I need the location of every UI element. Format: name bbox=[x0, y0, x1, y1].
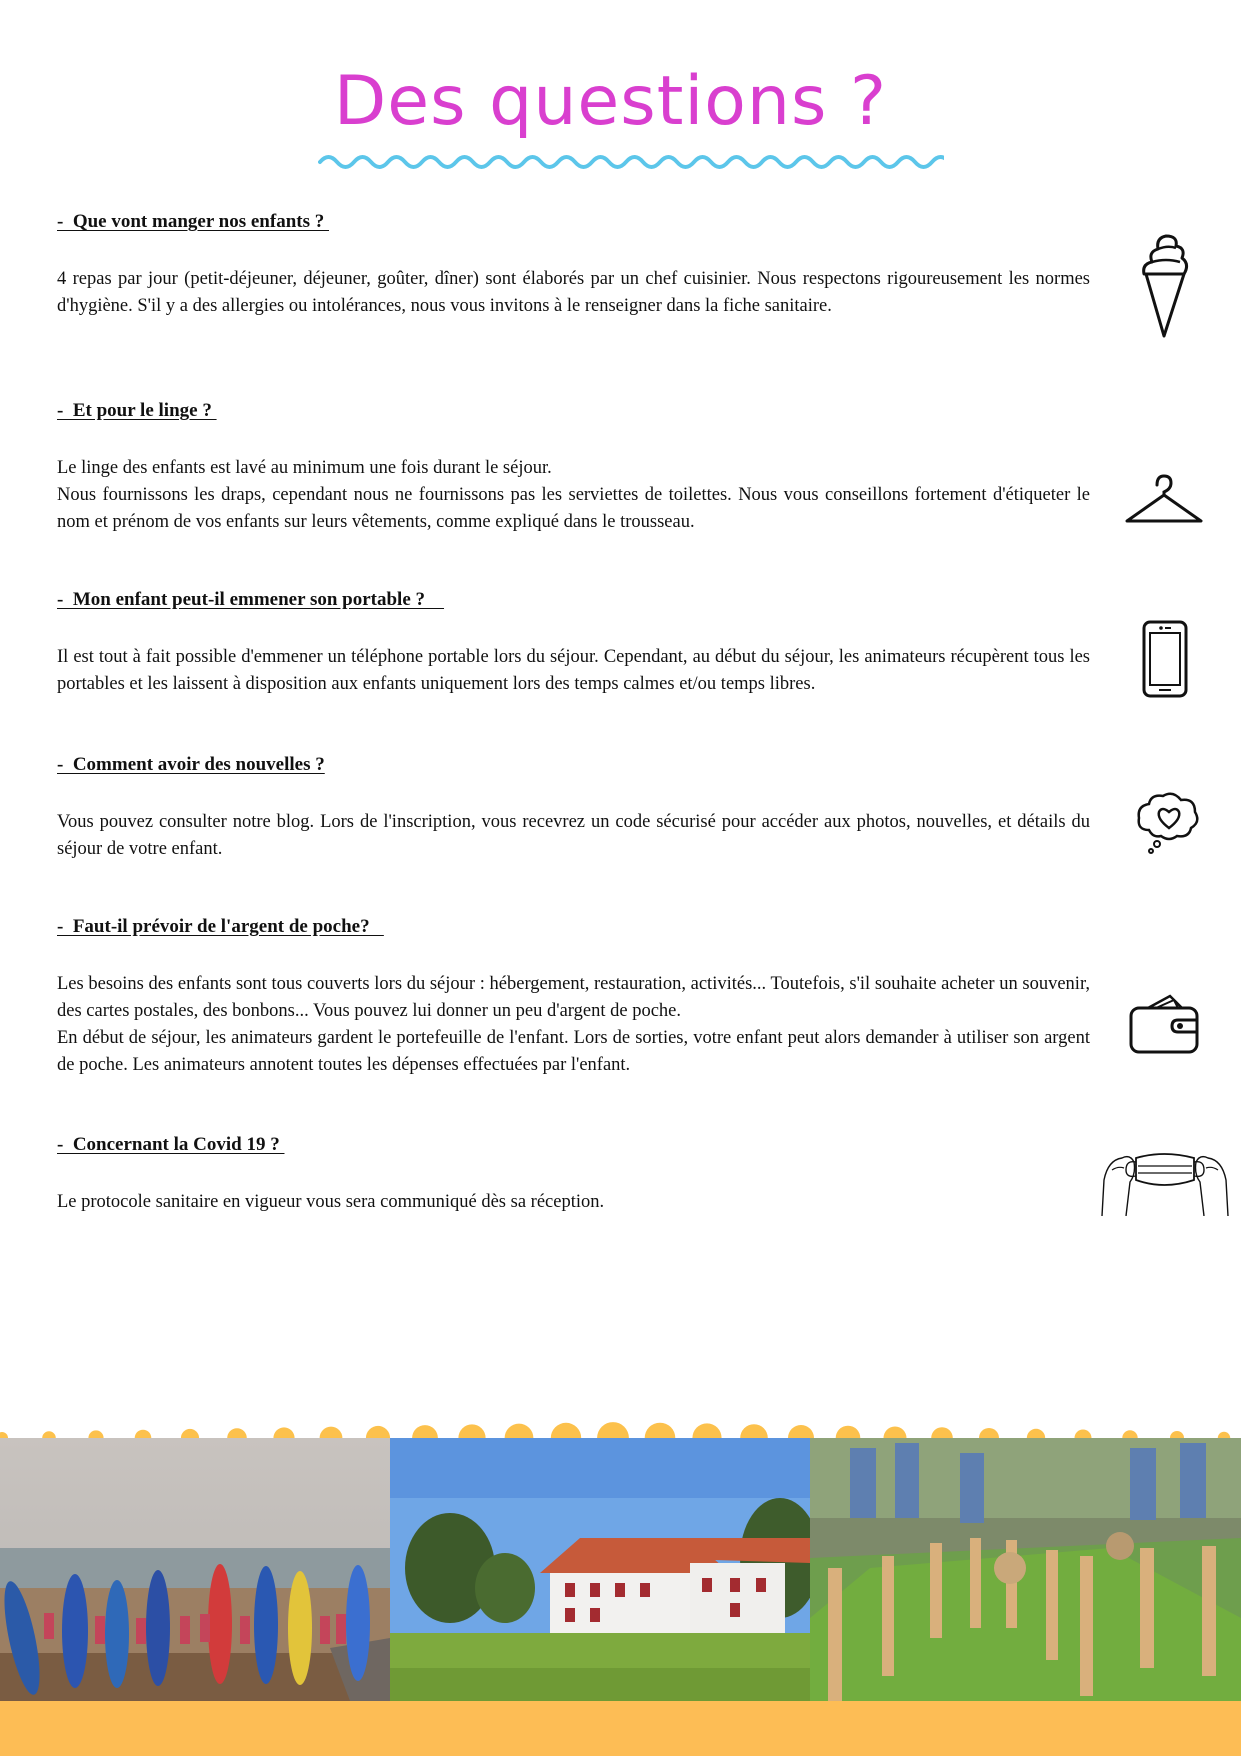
answer-text bbox=[57, 644, 1090, 698]
faq-item-meals bbox=[57, 211, 1090, 320]
answer-paragraph: Nous fournissons les draps, cependant nous ne fournissons pas les serviettes de toilettes. Nous vous conseillons fortement d'étiqueter le nom et prénom de vos enfants sur leurs vêtements, comme expliqué dans le trousseau. bbox=[57, 485, 1090, 532]
faq-item-laundry bbox=[57, 400, 1090, 536]
question-heading: - Mon enfant peut-il emmener son portable ? bbox=[57, 589, 445, 610]
heart-thought-bubble-icon bbox=[1135, 792, 1201, 854]
answer-text bbox=[57, 971, 1090, 1079]
faq-item-covid bbox=[57, 1134, 1090, 1216]
holiday-house-photo bbox=[390, 1438, 810, 1701]
basque-bowling-photo bbox=[810, 1438, 1241, 1701]
question-heading: - Comment avoir des nouvelles ? bbox=[57, 754, 325, 775]
faq-item-pocket-money bbox=[57, 916, 1090, 1079]
answer-paragraph: Le linge des enfants est lavé au minimum une fois durant le séjour. bbox=[57, 458, 552, 478]
faq-item-news bbox=[57, 754, 1090, 863]
smartphone-icon bbox=[1141, 619, 1189, 699]
question-heading: - Et pour le linge ? bbox=[57, 400, 217, 421]
answer-paragraph: En début de séjour, les animateurs gardent le portefeuille de l'enfant. Lors de sorties, votre enfant peut alors demander à utiliser son argent de poche. Les animateurs annotent toutes les dépenses effectuées par l'enfant. bbox=[57, 1028, 1090, 1075]
answer-paragraph: 4 repas par jour (petit-déjeuner, déjeuner, goûter, dîner) sont élaborés par un chef cuisinier. Nous respectons rigoureusement les normes d'hygiène. S'il y a des allergies ou intolérances, nous vous invitons à le renseigner dans la fiche sanitaire. bbox=[57, 269, 1090, 316]
answer-paragraph: Les besoins des enfants sont tous couverts lors du séjour : hébergement, restauration, activités... Toutefois, s'il souhaite acheter un souvenir, des cartes postales, des bonbons... Vous pouvez lui donner un peu d'argent de poche. bbox=[57, 974, 1090, 1021]
hanger-icon bbox=[1123, 473, 1205, 527]
question-heading: - Que vont manger nos enfants ? bbox=[57, 211, 329, 232]
answer-text bbox=[57, 809, 1090, 863]
bottom-color-band bbox=[0, 1701, 1241, 1756]
answer-paragraph: Vous pouvez consulter notre blog. Lors de l'inscription, vous recevrez un code sécurisé pour accéder aux photos, nouvelles, et détails du séjour de votre enfant. bbox=[57, 812, 1090, 859]
question-heading: - Faut-il prévoir de l'argent de poche? bbox=[57, 916, 384, 937]
answer-text bbox=[57, 1189, 1090, 1216]
answer-text bbox=[57, 455, 1090, 536]
wave-divider bbox=[318, 150, 944, 174]
wallet-icon bbox=[1128, 992, 1204, 1056]
page-title: Des questions ? bbox=[333, 62, 888, 141]
question-heading: - Concernant la Covid 19 ? bbox=[57, 1134, 285, 1155]
faq-item-phone bbox=[57, 589, 1090, 698]
answer-paragraph: Le protocole sanitaire en vigueur vous sera communiqué dès sa réception. bbox=[57, 1192, 605, 1212]
answer-paragraph: Il est tout à fait possible d'emmener un téléphone portable lors du séjour. Cependant, au début du séjour, les animateurs récupèrent tous les portables et les laissent à disposition aux enfants uniquement lors des temps calmes et/ou temps libres. bbox=[57, 647, 1090, 694]
face-mask-hands-icon bbox=[1100, 1140, 1230, 1216]
surf-group-photo bbox=[0, 1438, 390, 1701]
answer-text bbox=[57, 266, 1090, 320]
ice-cream-icon bbox=[1140, 232, 1190, 338]
